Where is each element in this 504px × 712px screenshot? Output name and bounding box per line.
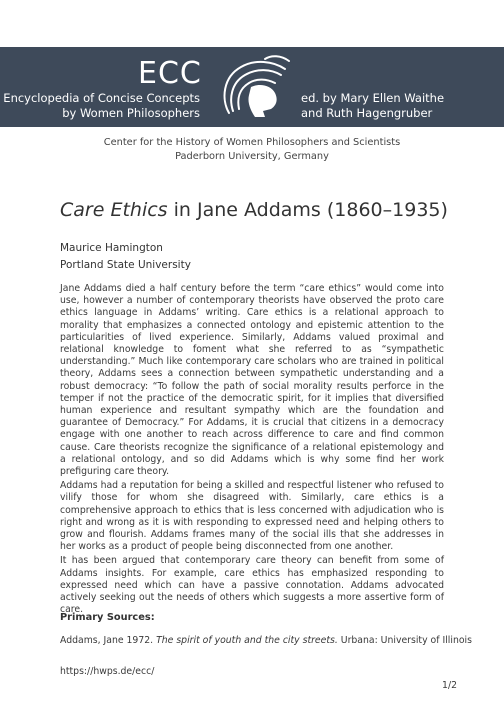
body-paragraph: Addams had a reputation for being a skilled and respectful listener who refused to vilify those for whom she disagreed with. Similarly, care ethics is a comprehensive approach to ethics that is less concerned with adjudication who is right and wrong as it is with responding to expressed need and helping others to grow and flourish. Addams frames many of the social ills that she addresses in her works as a product of people being disconnected from one another. [60,480,444,553]
author-name: Maurice Hamington [60,242,163,254]
ecc-subtitle-line2: by Women Philosophers [62,106,200,120]
body-paragraph: Jane Addams died a half century before the term “care ethics” would come into use, however a number of contemporary theorists have observed the proto care ethics language in Addams’ writing. Care ethics is a relational approach to morality that emphasizes a connected ontology and epistemic attention to the particularities of lived experience. Similarly, Addams valued proximal and relational knowledge to foment what she referred to as “sympathetic understanding.” Much like contemporary care scholars who are trained in political theory, Addams sees a connection between sympathetic understanding and a robust democracy: “To follow the path of social morality results perforce in the temper if not the practice of the democratic spirit, for it implies that diversified human experience and resultant sympathy which are the foundation and guarantee of Democracy.” For Addams, it is crucial that citizens in a democracy engage with one another to reach across difference to care and find common cause. Care theorists recognize the significance of a relational epistemology and a relational ontology, and so did Addams which is why some find her work prefiguring care theory. [60,283,444,478]
page-number: 1/2 [442,680,457,691]
ecc-acronym: ECC [138,56,202,91]
body-paragraph: It has been argued that contemporary care theory can benefit from some of Addams insights. For example, care ethics has emphasized responding to expressed need which can have a passive connotation. Addams advocated actively seeking out the needs of others which suggests a more assertive form of care. [60,555,444,616]
source-entry-suffix: Urbana: University of Illinois [337,635,472,646]
source-entry-prefix: Addams, Jane 1972. [60,635,157,646]
article-title-rest: in Jane Addams (1860–1935) [167,199,448,221]
source-entry [60,635,472,647]
source-entry-title: The spirit of youth and the city streets. [156,635,338,646]
article-body [60,283,444,618]
editors-line1: ed. by Mary Ellen Waithe [301,91,445,105]
editors-line2: and Ruth Hagengruber [301,106,433,120]
header-banner [0,47,504,127]
institution-line2: Paderborn University, Germany [175,151,329,162]
author-affiliation: Portland State University [60,259,191,271]
article-title [60,199,448,221]
athena-helmet-logo-icon [211,53,295,123]
ecc-subtitle [3,91,200,121]
footer-url-link[interactable]: https://hwps.de/ecc/ [60,666,155,677]
editors [301,91,444,121]
ecc-subtitle-line1: Encyclopedia of Concise Concepts [3,91,200,105]
article-title-italic: Care Ethics [60,199,168,221]
primary-sources-heading: Primary Sources: [60,612,155,623]
institution-line1: Center for the History of Women Philosophers and Scientists [103,137,401,148]
